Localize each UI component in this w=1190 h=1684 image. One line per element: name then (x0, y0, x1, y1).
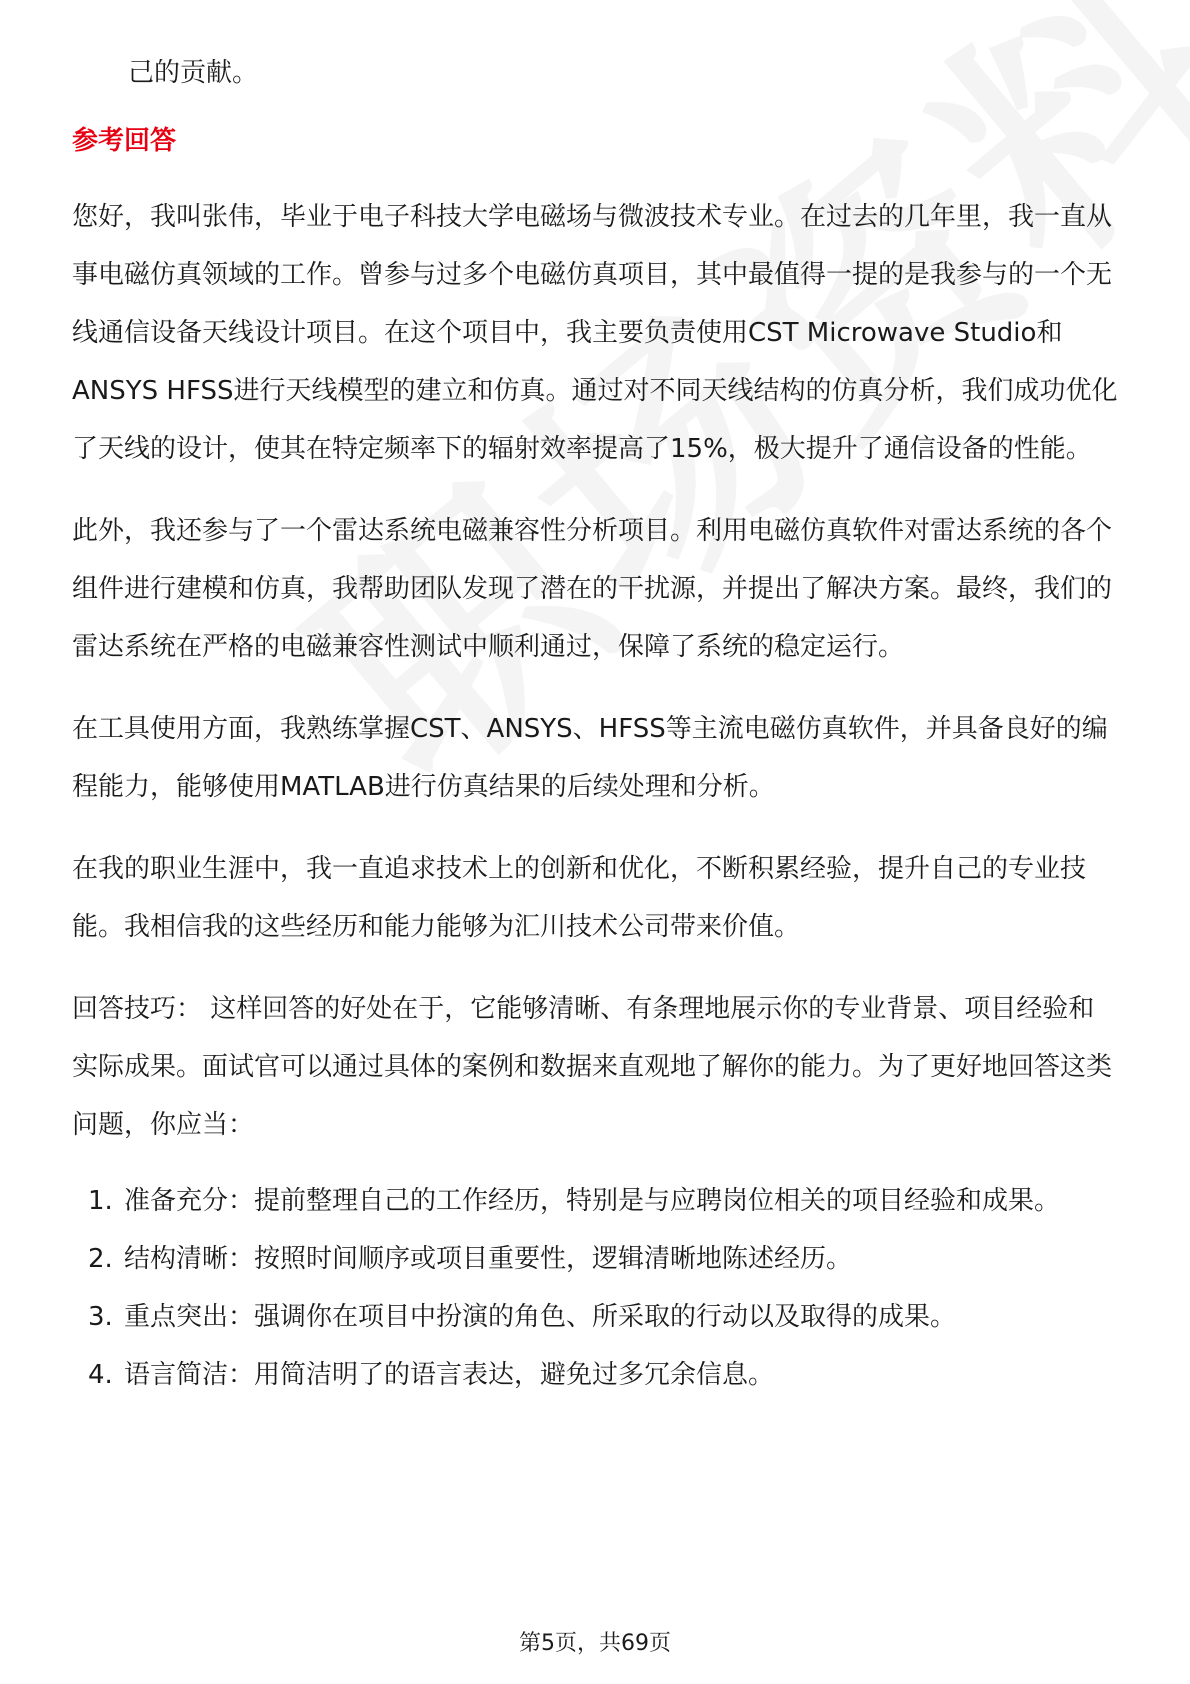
list-item-text: 准备充分：提前整理自己的工作经历，特别是与应聘岗位相关的项目经验和成果。 (124, 1186, 1061, 1216)
paragraph-intro: 您好，我叫张伟，毕业于电子科技大学电磁场与微波技术专业。在过去的几年里，我一直从事电磁仿真领域的工作。曾参与过多个电磁仿真项目，其中最值得一提的是我参与的一个无线通信设备天线设计项目。在这个项目中，我主要负责使用CST Microwave Studio和ANSYS HFSS进行天线模型的建立和仿真。通过对不同天线结构的仿真分析，我们成功优化了天线的设计，使其在特定频率下的辐射效率提高了15%，极大提升了通信设备的性能。 (72, 202, 1118, 464)
paragraph-career: 在我的职业生涯中，我一直追求技术上的创新和优化，不断积累经验，提升自己的专业技能。我相信我的这些经历和能力能够为汇川技术公司带来价值。 (72, 854, 1087, 942)
list-item-number: 2. (88, 1244, 113, 1274)
list-item-text: 重点突出：强调你在项目中扮演的角色、所采取的行动以及取得的成果。 (124, 1302, 957, 1332)
list-item-number: 4. (88, 1360, 113, 1390)
list-item (72, 1230, 1118, 1288)
list-item (72, 1288, 1118, 1346)
list-item-number: 1. (88, 1186, 113, 1216)
paragraph-tools: 在工具使用方面，我熟练掌握CST、ANSYS、HFSS等主流电磁仿真软件，并具备良好的编程能力，能够使用MATLAB进行仿真结果的后续处理和分析。 (72, 714, 1108, 802)
document-body (72, 44, 1118, 1404)
tips-list (72, 1172, 1118, 1404)
list-item-number: 3. (88, 1302, 113, 1332)
list-item-text: 结构清晰：按照时间顺序或项目重要性，逻辑清晰地陈述经历。 (124, 1244, 853, 1274)
list-item (72, 1346, 1118, 1404)
paragraph-tips-intro: 回答技巧： 这样回答的好处在于，它能够清晰、有条理地展示你的专业背景、项目经验和实际成果。面试官可以通过具体的案例和数据来直观地了解你的能力。为了更好地回答这类问题，你应当： (72, 994, 1113, 1140)
page-footer: 第5页，共69页 (519, 1631, 671, 1656)
section-heading: 参考回答 (72, 126, 177, 156)
paragraph-radar: 此外，我还参与了一个雷达系统电磁兼容性分析项目。利用电磁仿真软件对雷达系统的各个组件进行建模和仿真，我帮助团队发现了潜在的干扰源，并提出了解决方案。最终，我们的雷达系统在严格的电磁兼容性测试中顺利通过，保障了系统的稳定运行。 (72, 516, 1113, 662)
continuation-text: 己的贡献。 (128, 58, 259, 88)
list-item (72, 1172, 1118, 1230)
list-item-text: 语言简洁：用简洁明了的语言表达，避免过多冗余信息。 (124, 1360, 775, 1390)
